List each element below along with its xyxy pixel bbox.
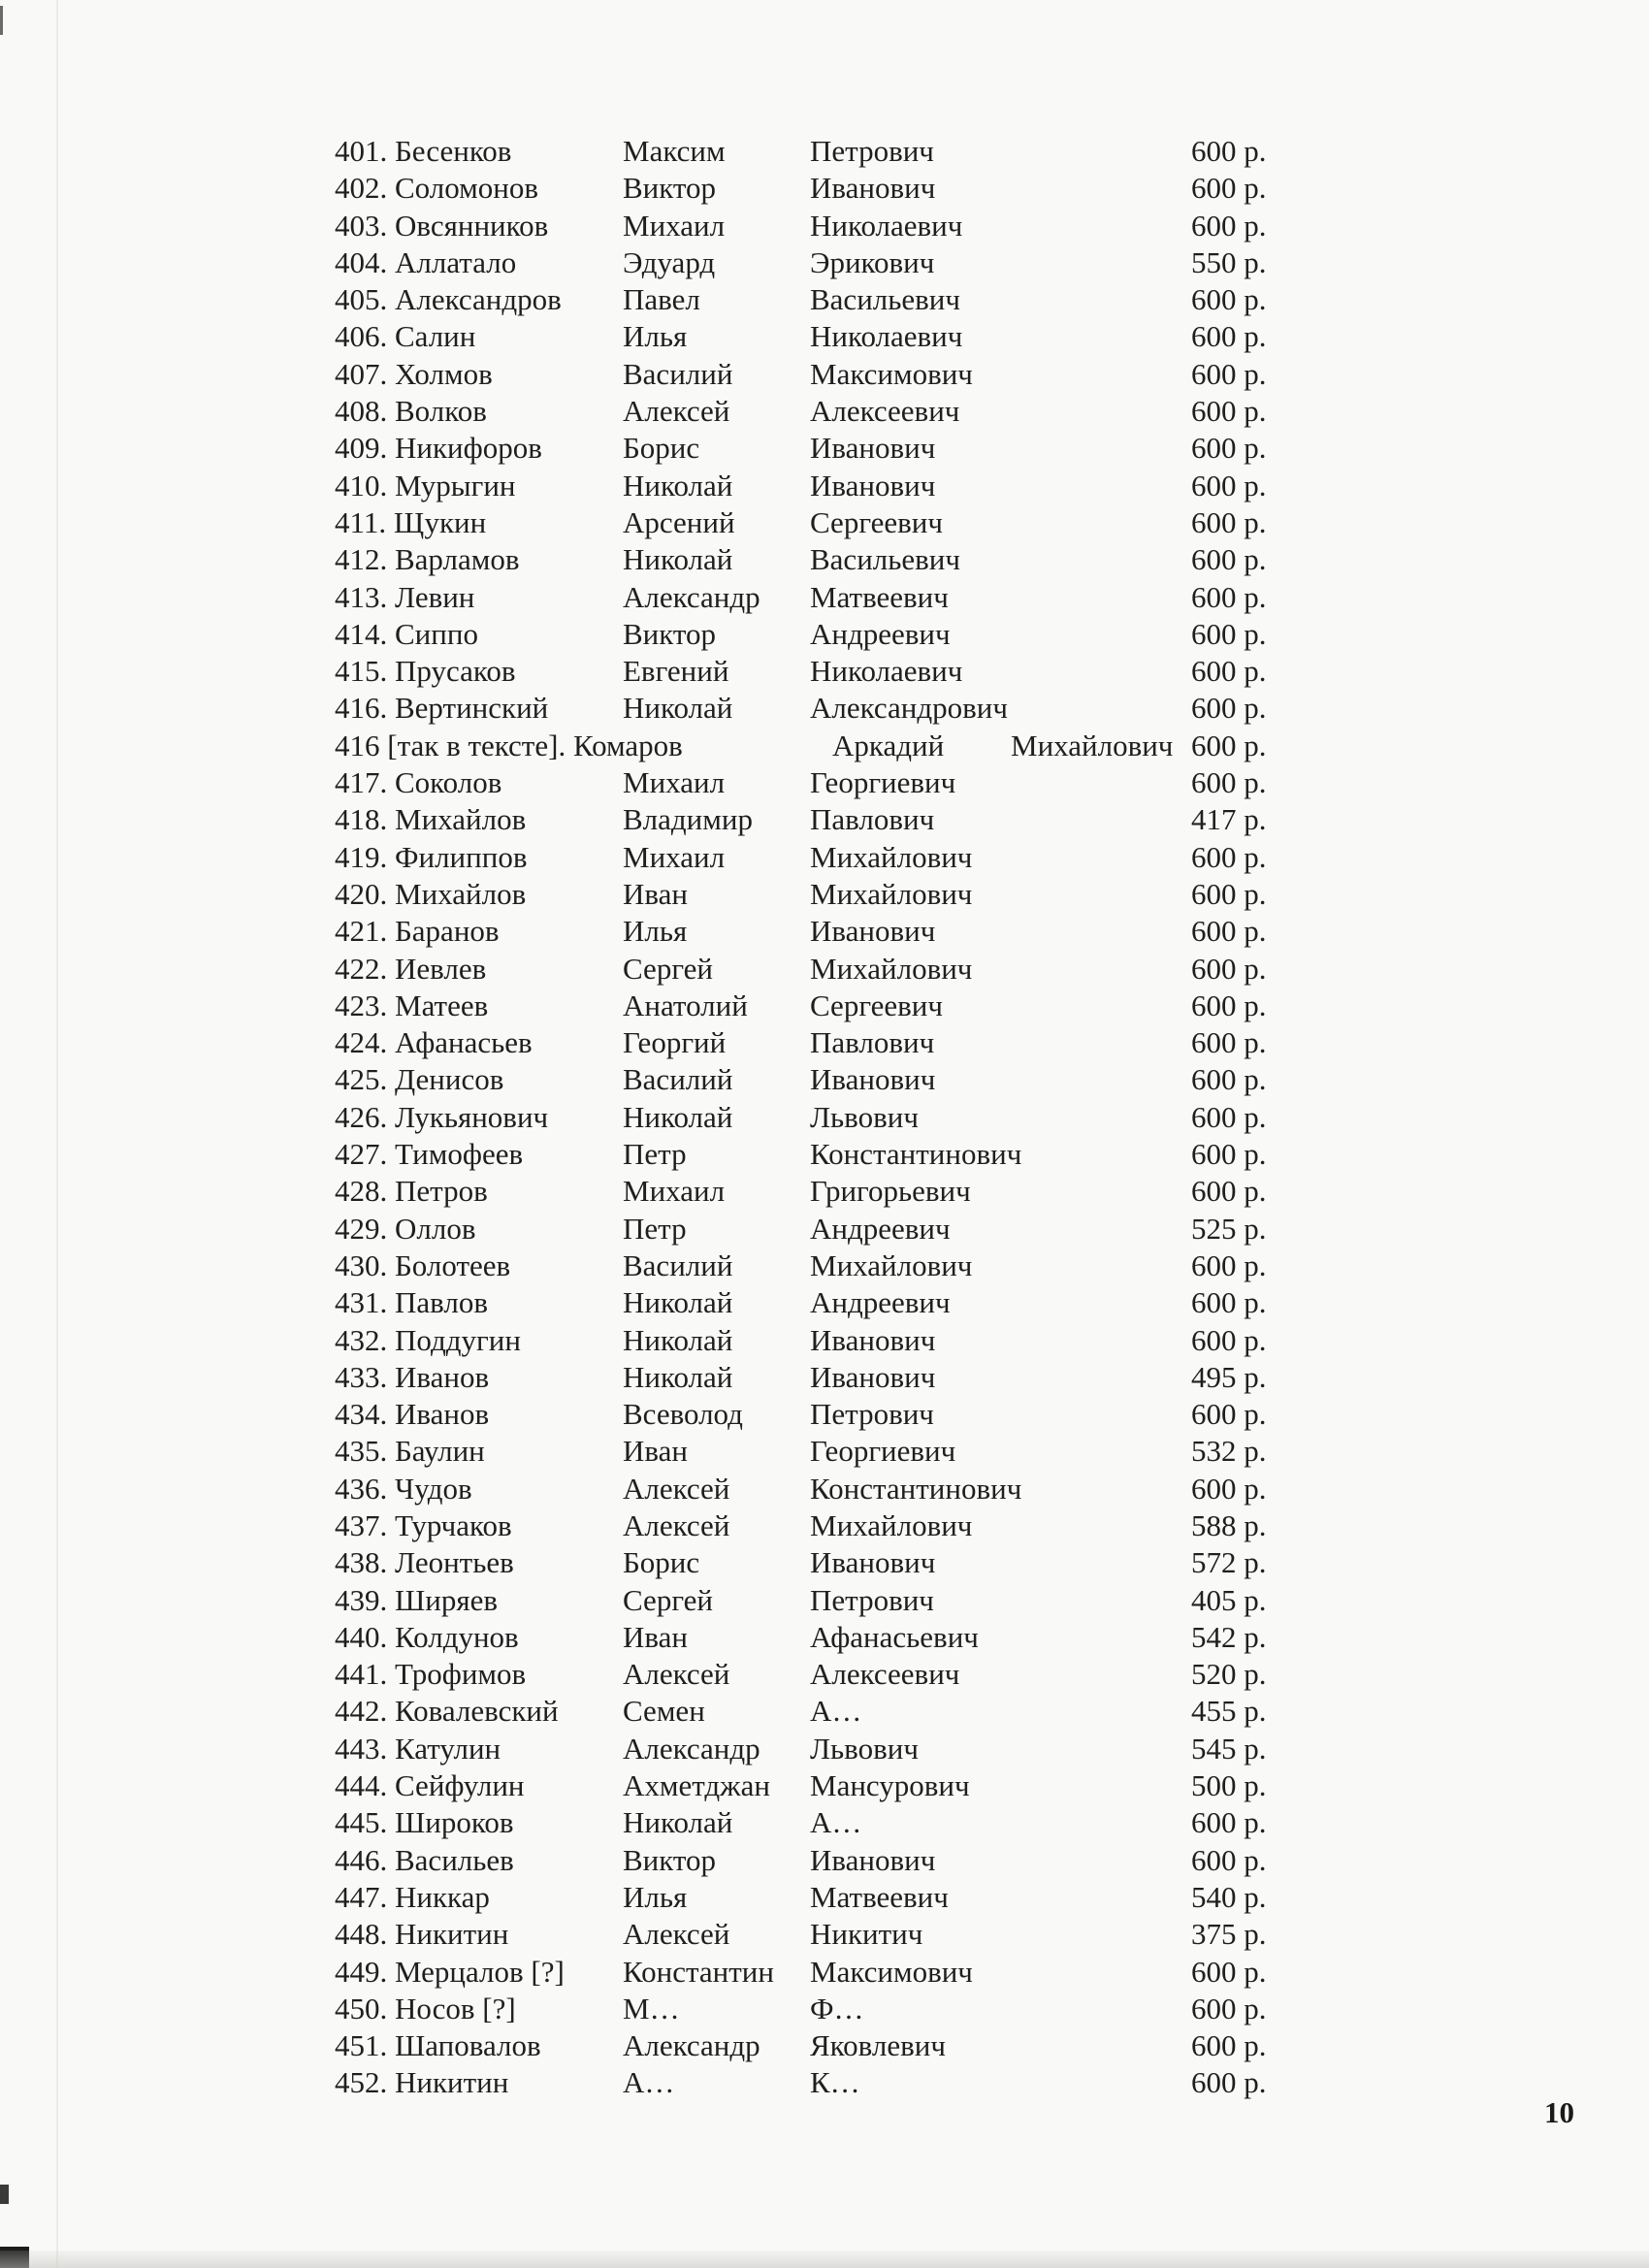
first-name: Александр xyxy=(623,1731,760,1766)
list-item xyxy=(0,1322,1649,1359)
list-item xyxy=(0,1099,1649,1136)
first-name: Илья xyxy=(623,1879,688,1914)
first-name: Сергей xyxy=(623,1582,713,1617)
first-name: Василий xyxy=(623,1247,733,1282)
patronymic: Петрович xyxy=(810,134,934,168)
amount: 532 р. xyxy=(1191,1434,1267,1469)
amount: 542 р. xyxy=(1191,1619,1267,1654)
entry-number-and-surname: 452. Никитин xyxy=(335,2065,509,2100)
patronymic: Сергеевич xyxy=(810,988,943,1022)
first-name: Александр xyxy=(623,579,760,614)
entry-number-and-surname: 409. Никифоров xyxy=(335,431,542,466)
patronymic: Михайлович xyxy=(1011,728,1174,762)
list-item xyxy=(0,653,1649,690)
entry-number-and-surname: 443. Катулин xyxy=(335,1731,501,1766)
list-item xyxy=(0,2064,1649,2101)
patronymic: Николаевич xyxy=(810,654,963,689)
first-name: Николай xyxy=(623,542,733,577)
list-item xyxy=(0,764,1649,801)
patronymic: А… xyxy=(810,1694,862,1729)
amount: 600 р. xyxy=(1191,504,1267,539)
list-item xyxy=(0,1359,1649,1396)
entry-number-and-surname: 435. Баулин xyxy=(335,1434,485,1469)
amount: 600 р. xyxy=(1191,876,1267,911)
amount: 600 р. xyxy=(1191,1062,1267,1097)
amount: 600 р. xyxy=(1191,468,1267,502)
entry-number-and-surname: 446. Васильев xyxy=(335,1842,514,1877)
amount: 600 р. xyxy=(1191,914,1267,949)
list-item xyxy=(0,1471,1649,1507)
first-name: Алексей xyxy=(623,394,730,429)
entry-number-and-surname: 444. Сейфулин xyxy=(335,1768,525,1803)
list-item xyxy=(0,393,1649,430)
first-name: Михаил xyxy=(623,765,726,800)
list-item xyxy=(0,1396,1649,1433)
amount: 600 р. xyxy=(1191,171,1267,206)
list-item xyxy=(0,1842,1649,1879)
patronymic: Александрович xyxy=(810,691,1008,726)
page-number: 10 xyxy=(1544,2095,1574,2129)
first-name: Виктор xyxy=(623,1842,717,1877)
list-item xyxy=(0,2027,1649,2064)
patronymic: Мансурович xyxy=(810,1768,970,1803)
patronymic: Алексеевич xyxy=(810,1657,960,1692)
amount: 600 р. xyxy=(1191,765,1267,800)
patronymic: Андреевич xyxy=(810,1285,951,1320)
patronymic: Андреевич xyxy=(810,616,951,651)
first-name: Семен xyxy=(623,1694,705,1729)
first-name: Иван xyxy=(623,1619,688,1654)
amount: 545 р. xyxy=(1191,1731,1267,1766)
amount: 600 р. xyxy=(1191,1247,1267,1282)
patronymic: Алексеевич xyxy=(810,394,960,429)
first-name: Николай xyxy=(623,1322,733,1357)
amount: 600 р. xyxy=(1191,394,1267,429)
amount: 600 р. xyxy=(1191,839,1267,874)
entry-number-and-surname: 408. Волков xyxy=(335,394,487,429)
patronymic: А… xyxy=(810,1805,862,1840)
entry-number-and-surname: 441. Трофимов xyxy=(335,1657,527,1692)
amount: 600 р. xyxy=(1191,579,1267,614)
patronymic: Павлович xyxy=(810,1025,935,1060)
entry-number-and-surname: 437. Турчаков xyxy=(335,1507,512,1542)
amount: 550 р. xyxy=(1191,244,1267,279)
first-name: Константин xyxy=(623,1954,774,1989)
first-name: Павел xyxy=(623,282,700,317)
first-name: Эдуард xyxy=(623,244,716,279)
first-name: Ахметджан xyxy=(623,1768,770,1803)
entry-number-and-surname: 433. Иванов xyxy=(335,1359,490,1394)
list-item xyxy=(0,1507,1649,1544)
entry-number-and-surname: 421. Баранов xyxy=(335,914,500,949)
entry-number-and-surname: 451. Шаповалов xyxy=(335,2028,541,2063)
patronymic: Максимович xyxy=(810,356,973,391)
amount: 405 р. xyxy=(1191,1582,1267,1617)
amount: 600 р. xyxy=(1191,1805,1267,1840)
list-item xyxy=(0,1656,1649,1693)
list-item xyxy=(0,208,1649,244)
first-name: Николай xyxy=(623,1285,733,1320)
first-name: Арсений xyxy=(623,504,735,539)
amount: 600 р. xyxy=(1191,1954,1267,1989)
patronymic: Иванович xyxy=(810,1842,936,1877)
list-item xyxy=(0,1024,1649,1061)
amount: 417 р. xyxy=(1191,802,1267,837)
list-item xyxy=(0,244,1649,281)
entry-number-and-surname: 423. Матеев xyxy=(335,988,489,1022)
entry-number-and-surname: 401. Бесенков xyxy=(335,134,512,168)
entry-number-and-surname: 403. Овсянников xyxy=(335,208,549,243)
amount: 600 р. xyxy=(1191,1842,1267,1877)
list-item xyxy=(0,1247,1649,1284)
list-item xyxy=(0,541,1649,578)
name-list xyxy=(0,133,1649,2102)
entry-number-and-surname: 416 [так в тексте]. Комаров xyxy=(335,728,683,762)
entry-number-and-surname: 448. Никитин xyxy=(335,1917,509,1952)
patronymic: Михайлович xyxy=(810,951,973,986)
patronymic: Иванович xyxy=(810,1359,936,1394)
first-name: Алексей xyxy=(623,1507,730,1542)
first-name: Михаил xyxy=(623,1174,726,1209)
amount: 600 р. xyxy=(1191,1174,1267,1209)
patronymic: Львович xyxy=(810,1731,919,1766)
list-item xyxy=(0,1544,1649,1581)
list-item xyxy=(0,1693,1649,1730)
amount: 600 р. xyxy=(1191,1137,1267,1172)
patronymic: Георгиевич xyxy=(810,1434,956,1469)
patronymic: Георгиевич xyxy=(810,765,956,800)
list-item xyxy=(0,1211,1649,1247)
list-item xyxy=(0,1433,1649,1470)
amount: 600 р. xyxy=(1191,1025,1267,1060)
first-name: А… xyxy=(623,2065,675,2100)
patronymic: Павлович xyxy=(810,802,935,837)
amount: 600 р. xyxy=(1191,431,1267,466)
list-item xyxy=(0,468,1649,504)
amount: 588 р. xyxy=(1191,1507,1267,1542)
entry-number-and-surname: 411. Щукин xyxy=(335,504,487,539)
entry-number-and-surname: 416. Вертинский xyxy=(335,691,549,726)
patronymic: Афанасьевич xyxy=(810,1619,979,1654)
list-item xyxy=(0,1136,1649,1173)
entry-number-and-surname: 429. Оллов xyxy=(335,1211,476,1246)
first-name: Сергей xyxy=(623,951,713,986)
amount: 600 р. xyxy=(1191,542,1267,577)
list-item xyxy=(0,988,1649,1024)
first-name: Анатолий xyxy=(623,988,748,1022)
list-item xyxy=(0,690,1649,727)
first-name: Николай xyxy=(623,468,733,502)
first-name: Георгий xyxy=(623,1025,727,1060)
first-name: Виктор xyxy=(623,171,717,206)
first-name: Николай xyxy=(623,1359,733,1394)
first-name: Илья xyxy=(623,319,688,354)
entry-number-and-surname: 438. Леонтьев xyxy=(335,1545,514,1580)
amount: 375 р. xyxy=(1191,1917,1267,1952)
first-name: Николай xyxy=(623,1099,733,1134)
amount: 600 р. xyxy=(1191,1397,1267,1432)
first-name: Евгений xyxy=(623,654,729,689)
list-item xyxy=(0,913,1649,950)
patronymic: Николаевич xyxy=(810,208,963,243)
amount: 600 р. xyxy=(1191,282,1267,317)
entry-number-and-surname: 440. Колдунов xyxy=(335,1619,519,1654)
patronymic: Иванович xyxy=(810,171,936,206)
entry-number-and-surname: 422. Иевлев xyxy=(335,951,487,986)
entry-number-and-surname: 414. Сиппо xyxy=(335,616,478,651)
amount: 600 р. xyxy=(1191,728,1267,762)
amount: 525 р. xyxy=(1191,1211,1267,1246)
patronymic: Львович xyxy=(810,1099,919,1134)
entry-number-and-surname: 407. Холмов xyxy=(335,356,493,391)
list-item xyxy=(0,318,1649,355)
entry-number-and-surname: 415. Прусаков xyxy=(335,654,516,689)
list-item xyxy=(0,579,1649,616)
list-item xyxy=(0,951,1649,988)
amount: 600 р. xyxy=(1191,691,1267,726)
list-item xyxy=(0,728,1649,764)
patronymic: Михайлович xyxy=(810,876,973,911)
amount: 600 р. xyxy=(1191,1322,1267,1357)
scan-edge-dash xyxy=(0,2185,9,2204)
entry-number-and-surname: 428. Петров xyxy=(335,1174,488,1209)
patronymic: Васильевич xyxy=(810,282,960,317)
list-item xyxy=(0,1767,1649,1804)
entry-number-and-surname: 410. Мурыгин xyxy=(335,468,516,502)
list-item xyxy=(0,430,1649,467)
scan-corner-mark-top-left xyxy=(0,6,3,35)
patronymic: Никитич xyxy=(810,1917,923,1952)
patronymic: Михайлович xyxy=(810,1507,973,1542)
entry-number-and-surname: 425. Денисов xyxy=(335,1062,504,1097)
entry-number-and-surname: 442. Ковалевский xyxy=(335,1694,559,1729)
entry-number-and-surname: 417. Соколов xyxy=(335,765,502,800)
amount: 600 р. xyxy=(1191,951,1267,986)
list-item xyxy=(0,281,1649,318)
amount: 455 р. xyxy=(1191,1694,1267,1729)
entry-number-and-surname: 424. Афанасьев xyxy=(335,1025,533,1060)
patronymic: Иванович xyxy=(810,468,936,502)
entry-number-and-surname: 431. Павлов xyxy=(335,1285,488,1320)
list-item xyxy=(0,504,1649,541)
entry-number-and-surname: 405. Александров xyxy=(335,282,562,317)
patronymic: Матвеевич xyxy=(810,579,949,614)
first-name: Михаил xyxy=(623,839,726,874)
entry-number-and-surname: 439. Ширяев xyxy=(335,1582,499,1617)
patronymic: Григорьевич xyxy=(810,1174,971,1209)
list-item xyxy=(0,1284,1649,1321)
amount: 540 р. xyxy=(1191,1879,1267,1914)
patronymic: Васильевич xyxy=(810,542,960,577)
amount: 600 р. xyxy=(1191,208,1267,243)
amount: 600 р. xyxy=(1191,356,1267,391)
amount: 500 р. xyxy=(1191,1768,1267,1803)
first-name: Виктор xyxy=(623,616,717,651)
entry-number-and-surname: 449. Мерцалов [?] xyxy=(335,1954,565,1989)
list-item xyxy=(0,1916,1649,1953)
first-name: Борис xyxy=(623,431,700,466)
amount: 520 р. xyxy=(1191,1657,1267,1692)
patronymic: Михайлович xyxy=(810,839,973,874)
patronymic: Максимович xyxy=(810,1954,973,1989)
amount: 600 р. xyxy=(1191,2065,1267,2100)
patronymic: Эрикович xyxy=(810,244,935,279)
first-name: Михаил xyxy=(623,208,726,243)
list-item xyxy=(0,1731,1649,1767)
first-name: Николай xyxy=(623,1805,733,1840)
amount: 600 р. xyxy=(1191,988,1267,1022)
list-item xyxy=(0,1879,1649,1916)
entry-number-and-surname: 426. Лукьянович xyxy=(335,1099,549,1134)
first-name: Борис xyxy=(623,1545,700,1580)
first-name: Алексей xyxy=(623,1917,730,1952)
amount: 600 р. xyxy=(1191,134,1267,168)
patronymic: Иванович xyxy=(810,431,936,466)
amount: 600 р. xyxy=(1191,1991,1267,2025)
entry-number-and-surname: 404. Аллатало xyxy=(335,244,517,279)
patronymic: Михайлович xyxy=(810,1247,973,1282)
entry-number-and-surname: 412. Варламов xyxy=(335,542,520,577)
list-item xyxy=(0,1173,1649,1210)
entry-number-and-surname: 427. Тимофеев xyxy=(335,1137,524,1172)
entry-number-and-surname: 419. Филиппов xyxy=(335,839,528,874)
amount: 600 р. xyxy=(1191,654,1267,689)
patronymic: Матвеевич xyxy=(810,1879,949,1914)
patronymic: Яковлевич xyxy=(810,2028,946,2063)
first-name: Алексей xyxy=(623,1657,730,1692)
list-item xyxy=(0,1061,1649,1098)
patronymic: К… xyxy=(810,2065,860,2100)
entry-number-and-surname: 418. Михайлов xyxy=(335,802,527,837)
entry-number-and-surname: 406. Салин xyxy=(335,319,476,354)
first-name: Василий xyxy=(623,1062,733,1097)
first-name: Максим xyxy=(623,134,726,168)
first-name: Иван xyxy=(623,876,688,911)
scan-bottom-band xyxy=(0,2251,1649,2268)
list-item xyxy=(0,1804,1649,1841)
patronymic: Николаевич xyxy=(810,319,963,354)
entry-number-and-surname: 447. Никкар xyxy=(335,1879,490,1914)
first-name: Всеволод xyxy=(623,1397,743,1432)
entry-number-and-surname: 413. Левин xyxy=(335,579,475,614)
first-name: Владимир xyxy=(623,802,753,837)
entry-number-and-surname: 402. Соломонов xyxy=(335,171,538,206)
amount: 600 р. xyxy=(1191,1099,1267,1134)
patronymic: Петрович xyxy=(810,1582,934,1617)
patronymic: Константинович xyxy=(810,1137,1022,1172)
first-name: Петр xyxy=(623,1211,687,1246)
first-name: Илья xyxy=(623,914,688,949)
list-item xyxy=(0,839,1649,876)
first-name: Аркадий xyxy=(832,728,945,762)
patronymic: Иванович xyxy=(810,1062,936,1097)
first-name: Николай xyxy=(623,691,733,726)
amount: 495 р. xyxy=(1191,1359,1267,1394)
amount: 572 р. xyxy=(1191,1545,1267,1580)
list-item xyxy=(0,1954,1649,1991)
list-item xyxy=(0,616,1649,653)
first-name: Иван xyxy=(623,1434,688,1469)
patronymic: Иванович xyxy=(810,1545,936,1580)
amount: 600 р. xyxy=(1191,616,1267,651)
amount: 600 р. xyxy=(1191,1285,1267,1320)
entry-number-and-surname: 436. Чудов xyxy=(335,1471,472,1506)
entry-number-and-surname: 420. Михайлов xyxy=(335,876,527,911)
patronymic: Иванович xyxy=(810,1322,936,1357)
list-item xyxy=(0,1619,1649,1656)
patronymic: Петрович xyxy=(810,1397,934,1432)
first-name: М… xyxy=(623,1991,680,2025)
entry-number-and-surname: 445. Широков xyxy=(335,1805,514,1840)
patronymic: Сергеевич xyxy=(810,504,943,539)
amount: 600 р. xyxy=(1191,2028,1267,2063)
entry-number-and-surname: 434. Иванов xyxy=(335,1397,490,1432)
entry-number-and-surname: 450. Носов [?] xyxy=(335,1991,516,2025)
list-item xyxy=(0,1582,1649,1619)
patronymic: Иванович xyxy=(810,914,936,949)
first-name: Василий xyxy=(623,356,733,391)
first-name: Петр xyxy=(623,1137,687,1172)
amount: 600 р. xyxy=(1191,319,1267,354)
entry-number-and-surname: 430. Болотеев xyxy=(335,1247,511,1282)
first-name: Александр xyxy=(623,2028,760,2063)
list-item xyxy=(0,876,1649,913)
patronymic: Константинович xyxy=(810,1471,1022,1506)
list-item xyxy=(0,801,1649,838)
list-item xyxy=(0,356,1649,393)
list-item xyxy=(0,170,1649,207)
entry-number-and-surname: 432. Поддугин xyxy=(335,1322,521,1357)
amount: 600 р. xyxy=(1191,1471,1267,1506)
list-item xyxy=(0,1991,1649,2027)
patronymic: Ф… xyxy=(810,1991,864,2025)
first-name: Алексей xyxy=(623,1471,730,1506)
patronymic: Андреевич xyxy=(810,1211,951,1246)
list-item xyxy=(0,133,1649,170)
